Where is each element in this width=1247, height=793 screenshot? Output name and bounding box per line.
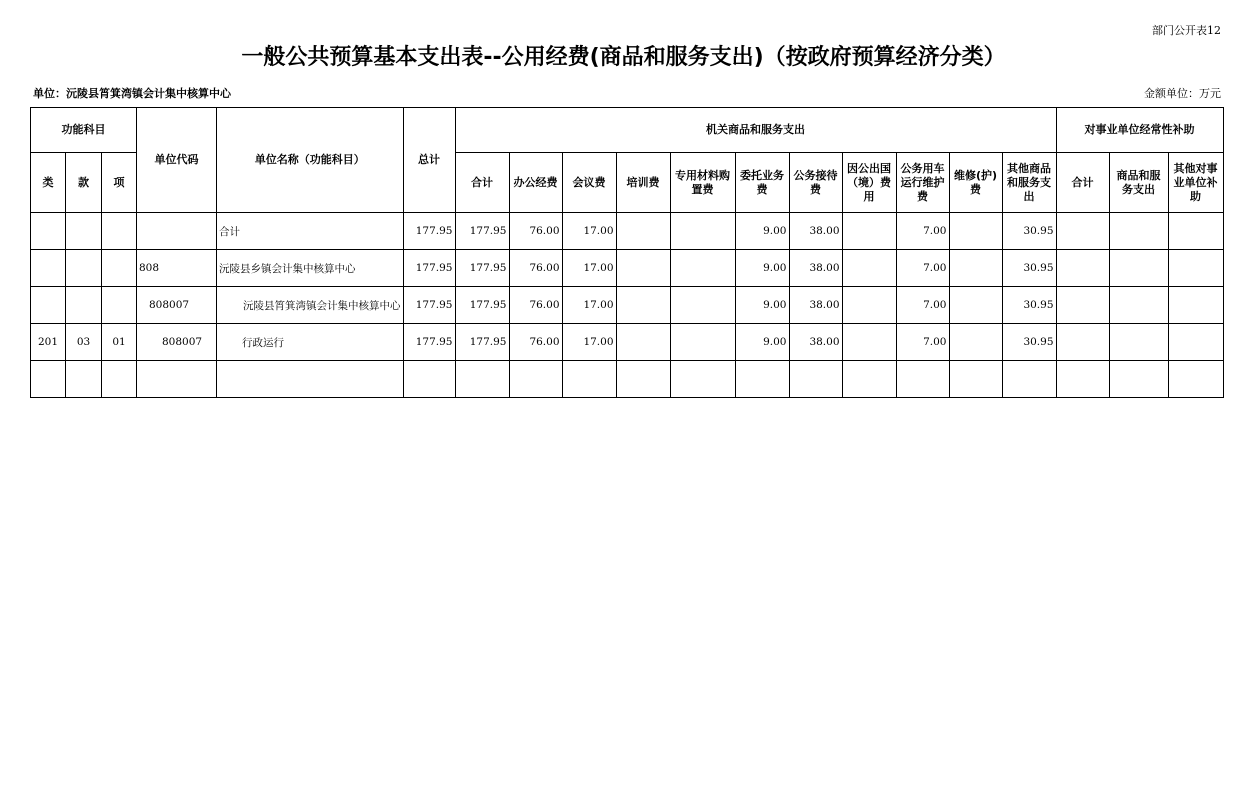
header-xiang: 项 (102, 153, 137, 213)
cell-value: 30.95 (1002, 250, 1056, 287)
cell-value (616, 287, 670, 324)
header-other-goods-services: 其他商品和服务支出 (1002, 153, 1056, 213)
cell-value: 38.00 (789, 324, 842, 361)
header-training-expense: 培训费 (616, 153, 670, 213)
cell-value: 7.00 (896, 287, 949, 324)
cell-value: 17.00 (562, 250, 616, 287)
cell-value (842, 250, 896, 287)
cell-value: 177.95 (403, 250, 455, 287)
cell-value (949, 361, 1002, 398)
cell-value: 7.00 (896, 250, 949, 287)
cell-value (789, 361, 842, 398)
cell-value: 38.00 (789, 250, 842, 287)
cell-value: 17.00 (562, 213, 616, 250)
cell-lei (31, 250, 66, 287)
cell-value (1168, 287, 1223, 324)
header-b-total: 合计 (1056, 153, 1109, 213)
cell-value (670, 287, 735, 324)
cell-value: 30.95 (1002, 213, 1056, 250)
header-unit-code: 单位代码 (137, 108, 217, 213)
table-row (31, 287, 1224, 324)
header-special-materials: 专用材料购置费 (670, 153, 735, 213)
cell-value (949, 287, 1002, 324)
cell-value (1056, 213, 1109, 250)
cell-value (949, 213, 1002, 250)
cell-lei (31, 213, 66, 250)
cell-unit-code: 808 (137, 250, 217, 287)
cell-value (1109, 250, 1168, 287)
cell-value: 76.00 (509, 324, 562, 361)
cell-kuan (66, 287, 102, 324)
cell-unit-name (217, 361, 404, 398)
cell-value: 177.95 (403, 287, 455, 324)
cell-value (842, 361, 896, 398)
cell-value (842, 324, 896, 361)
cell-value: 177.95 (455, 287, 509, 324)
cell-value: 76.00 (509, 250, 562, 287)
cell-value: 177.95 (455, 324, 509, 361)
cell-value (616, 361, 670, 398)
cell-value: 76.00 (509, 287, 562, 324)
cell-value (1056, 324, 1109, 361)
cell-value (616, 324, 670, 361)
header-a-total: 合计 (455, 153, 509, 213)
cell-value (735, 361, 789, 398)
cell-value (616, 250, 670, 287)
cell-value: 177.95 (403, 213, 455, 250)
cell-value (403, 361, 455, 398)
header-group-organ-goods-services: 机关商品和服务支出 (455, 108, 1056, 153)
cell-unit-name: 合计 (217, 213, 404, 250)
cell-value: 7.00 (896, 324, 949, 361)
cell-lei: 201 (31, 324, 66, 361)
cell-unit-name: 沅陵县乡镇会计集中核算中心 (217, 250, 404, 287)
cell-value: 177.95 (403, 324, 455, 361)
cell-value (670, 361, 735, 398)
cell-value (1056, 287, 1109, 324)
cell-unit-code: 808007 (137, 324, 217, 361)
cell-value (509, 361, 562, 398)
cell-xiang (102, 250, 137, 287)
page-title: 一般公共预算基本支出表--公用经费(商品和服务支出)（按政府预算经济分类） (241, 45, 1006, 70)
cell-value (1109, 361, 1168, 398)
unit-label: 单位：沅陵县筲箕湾镇会计集中核算中心 (33, 87, 231, 100)
cell-value (562, 361, 616, 398)
cell-value: 9.00 (735, 213, 789, 250)
cell-value: 17.00 (562, 324, 616, 361)
cell-value: 9.00 (735, 287, 789, 324)
header-official-reception: 公务接待费 (789, 153, 842, 213)
cell-xiang (102, 287, 137, 324)
header-kuan: 款 (66, 153, 102, 213)
cell-value: 9.00 (735, 324, 789, 361)
header-office-expense: 办公经费 (509, 153, 562, 213)
cell-value (949, 324, 1002, 361)
budget-table (30, 107, 1224, 398)
cell-unit-code: 808007 (137, 287, 217, 324)
header-meeting-expense: 会议费 (562, 153, 616, 213)
header-b-goods-services: 商品和服务支出 (1109, 153, 1168, 213)
header-vehicle-maintenance: 公务用车运行维护费 (896, 153, 949, 213)
cell-kuan (66, 213, 102, 250)
cell-value: 30.95 (1002, 287, 1056, 324)
header-total: 总计 (403, 108, 455, 213)
header-unit-name: 单位名称（功能科目） (217, 108, 404, 213)
table-row (31, 324, 1224, 361)
cell-value: 9.00 (735, 250, 789, 287)
cell-value (1109, 213, 1168, 250)
cell-unit-code (137, 213, 217, 250)
cell-value (896, 361, 949, 398)
cell-value (1168, 213, 1223, 250)
cell-value (1056, 250, 1109, 287)
cell-unit-code (137, 361, 217, 398)
cell-value (842, 287, 896, 324)
cell-xiang (102, 361, 137, 398)
cell-value: 38.00 (789, 287, 842, 324)
cell-value (1109, 324, 1168, 361)
cell-value (1109, 287, 1168, 324)
header-overseas-travel: 因公出国（境）费用 (842, 153, 896, 213)
cell-kuan: 03 (66, 324, 102, 361)
cell-value: 76.00 (509, 213, 562, 250)
cell-value (1168, 361, 1223, 398)
cell-xiang: 01 (102, 324, 137, 361)
cell-value (1056, 361, 1109, 398)
table-row (31, 250, 1224, 287)
cell-lei (31, 361, 66, 398)
cell-value (616, 213, 670, 250)
form-code: 部门公开表12 (1152, 24, 1221, 37)
cell-value (842, 213, 896, 250)
header-entrusted-business: 委托业务费 (735, 153, 789, 213)
cell-value: 177.95 (455, 250, 509, 287)
cell-value: 177.95 (455, 213, 509, 250)
cell-kuan (66, 250, 102, 287)
cell-unit-name: 沅陵县筲箕湾镇会计集中核算中心 (217, 287, 404, 324)
cell-value (670, 213, 735, 250)
cell-unit-name: 行政运行 (217, 324, 404, 361)
cell-value: 30.95 (1002, 324, 1056, 361)
cell-value (670, 250, 735, 287)
cell-value (949, 250, 1002, 287)
table-row (31, 213, 1224, 250)
cell-value (1002, 361, 1056, 398)
header-group-subsidy: 对事业单位经常性补助 (1056, 108, 1223, 153)
header-repair: 维修(护)费 (949, 153, 1002, 213)
cell-value: 17.00 (562, 287, 616, 324)
cell-lei (31, 287, 66, 324)
cell-value (455, 361, 509, 398)
header-b-other-subsidy: 其他对事业单位补助 (1168, 153, 1223, 213)
cell-kuan (66, 361, 102, 398)
cell-xiang (102, 213, 137, 250)
table-row (31, 361, 1224, 398)
cell-value: 7.00 (896, 213, 949, 250)
cell-value (1168, 324, 1223, 361)
amount-unit: 金额单位：万元 (1144, 87, 1221, 100)
header-func-subject: 功能科目 (31, 108, 137, 153)
cell-value (1168, 250, 1223, 287)
cell-value (670, 324, 735, 361)
header-lei: 类 (31, 153, 66, 213)
cell-value: 38.00 (789, 213, 842, 250)
